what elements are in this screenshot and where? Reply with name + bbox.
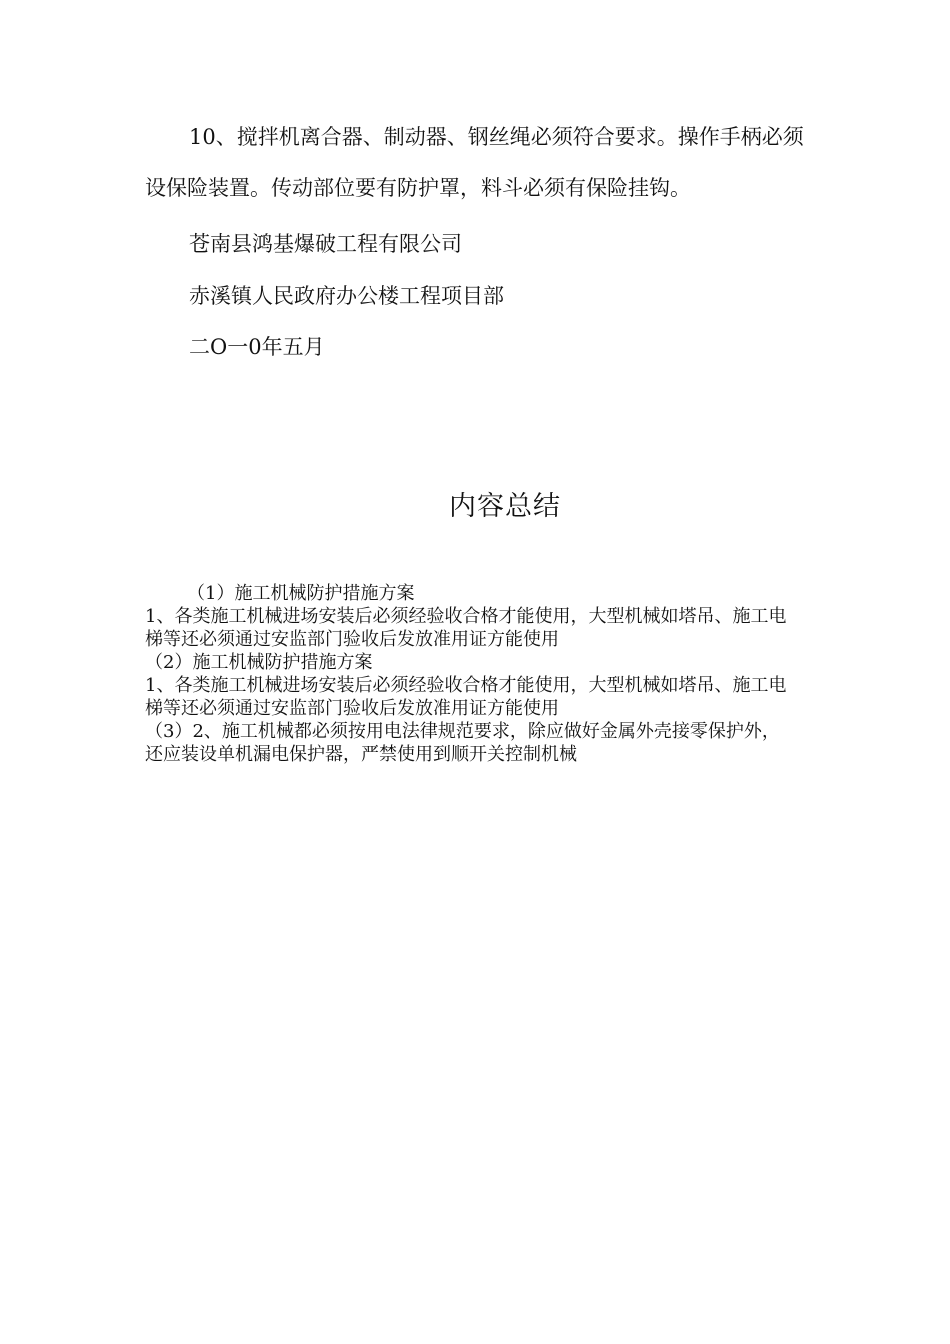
summary-section [145,582,795,766]
summary-line: 1、各类施工机械进场安装后必须经验收合格才能使用，大型机械如塔吊、施工电梯等还必须通过安监部门验收后发放准用证方能使用 [145,606,787,650]
summary-line: （1）施工机械防护措施方案 [187,583,415,604]
summary-line: （3）2、施工机械都必须按用电法律规范要求，除应做好金属外壳接零保护外，还应装设单机漏电保护器，严禁使用到顺开关控制机械 [145,721,780,765]
paragraph-10 [145,112,805,214]
summary-line: （2）施工机械防护措施方案 [145,652,373,673]
document-date: 二O一0年五月 [189,335,325,359]
paragraph-10-text: 10、搅拌机离合器、制动器、钢丝绳必须符合要求。操作手柄必须设保险装置。传动部位要有防护罩，料斗必须有保险挂钩。 [145,125,804,200]
project-department: 赤溪镇人民政府办公楼工程项目部 [189,284,504,308]
summary-line: 1、各类施工机械进场安装后必须经验收合格才能使用，大型机械如塔吊、施工电梯等还必须通过安监部门验收后发放准用证方能使用 [145,675,787,719]
company-name: 苍南县鸿基爆破工程有限公司 [189,232,462,256]
summary-title: 内容总结 [449,491,561,522]
